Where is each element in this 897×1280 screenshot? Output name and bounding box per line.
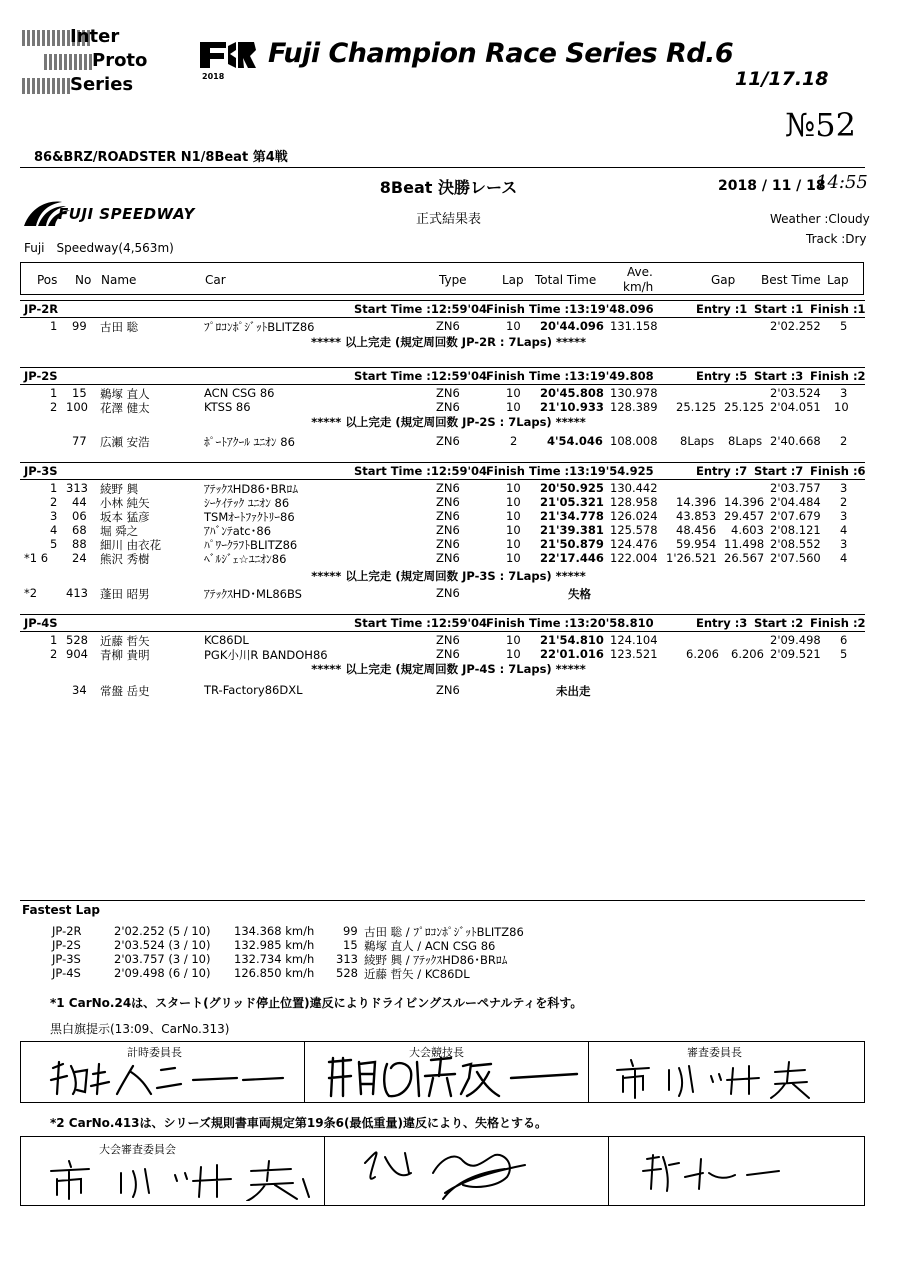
signature-timing-chief-icon	[47, 1058, 287, 1098]
cell-best: 2'02.252	[770, 319, 821, 333]
cell-ave: 122.004	[610, 551, 658, 565]
track-condition: Track :Dry	[806, 232, 867, 246]
cell-total: 22'17.446	[540, 551, 604, 565]
cell-gap-top: 8Laps	[680, 434, 715, 448]
results-table-header	[20, 262, 864, 295]
fl-driver: 綾野 興 / ｱﾃｯｸｽHD86･BRﾛﾑ	[364, 953, 508, 967]
class-header	[20, 367, 865, 385]
signature-cell	[609, 1137, 863, 1205]
signature-steward-3-icon	[639, 1149, 819, 1197]
signature-box-stewards	[20, 1136, 865, 1206]
cell-best: 2'03.757	[770, 481, 821, 495]
cell-best: 2'04.051	[770, 400, 821, 414]
table-row	[20, 319, 865, 333]
series-logo	[22, 26, 212, 102]
series-logo-line: Proto	[92, 50, 148, 71]
cell-pos: 2	[50, 647, 58, 661]
class-header	[20, 462, 865, 480]
col-name: Name	[101, 273, 137, 287]
class-name: JP-2R	[24, 302, 59, 316]
cell-name: 細川 由衣花	[100, 538, 162, 552]
cell-best-lap: 2	[840, 434, 848, 448]
cell-type: ZN6	[436, 481, 460, 495]
cell-ave: 108.008	[610, 434, 658, 448]
cell-pos: 2	[50, 495, 58, 509]
cell-name: 青柳 貴明	[100, 648, 150, 662]
cell-best-lap: 3	[840, 481, 848, 495]
cell-total: 21'10.933	[540, 400, 604, 414]
cell-best: 2'09.498	[770, 633, 821, 647]
cell-no: 77	[72, 434, 87, 448]
document-date: 2018 / 11 / 18	[718, 178, 826, 194]
cell-no: 06	[72, 509, 87, 523]
start-count: Start :7	[754, 464, 804, 478]
finish-note: ***** 以上完走 (規定周回数 JP-2R : 7Laps) *****	[310, 335, 587, 349]
fl-no: 313	[336, 952, 358, 966]
handwritten-time: 14:55	[816, 172, 868, 193]
remark-disqualification: *2 CarNo.413は、シリーズ規則書車両規定第19条6(最低重量)違反により、失格とする。	[50, 1116, 547, 1130]
col-best-time: Best Time	[761, 273, 821, 287]
cell-gap-prev: 11.498	[724, 537, 765, 551]
cell-total: 20'45.808	[540, 386, 604, 400]
stewards-board-label: 大会審査委員会	[99, 1143, 176, 1156]
cell-ave: 124.476	[610, 537, 658, 551]
finish-note: ***** 以上完走 (規定周回数 JP-4S : 7Laps) *****	[311, 662, 586, 676]
cell-ave: 124.104	[610, 633, 658, 647]
start-count: Start :3	[754, 369, 804, 383]
cell-no: 904	[66, 647, 88, 661]
cell-ave: 125.578	[610, 523, 658, 537]
cell-best: 2'03.524	[770, 386, 821, 400]
fastest-lap-header	[20, 900, 865, 915]
cell-pos: *2	[24, 586, 38, 600]
fl-time: 2'03.524 (3 / 10)	[114, 938, 211, 952]
start-time: Start Time :12:59'04	[354, 369, 488, 383]
cell-total: 21'34.778	[540, 509, 604, 523]
cell-gap-top: 14.396	[676, 495, 717, 509]
cell-ave: 123.521	[610, 647, 658, 661]
fl-no: 99	[343, 924, 358, 938]
finish-count: Finish :2	[810, 369, 866, 383]
col-pos: Pos	[37, 273, 58, 287]
table-row	[20, 551, 865, 565]
logo-stripe	[44, 54, 94, 70]
start-time: Start Time :12:59'04	[354, 302, 488, 316]
class-header	[20, 300, 865, 318]
fastest-lap-row	[20, 952, 865, 966]
cell-type: ZN6	[436, 495, 460, 509]
cell-type: ZN6	[436, 319, 460, 333]
cell-car: TSMｵｰﾄﾌｧｸﾄﾘｰ86	[204, 510, 295, 524]
cell-no: 313	[66, 481, 88, 495]
cell-gap-prev: 8Laps	[728, 434, 763, 448]
cell-gap-top: 43.853	[676, 509, 717, 523]
cell-no: 68	[72, 523, 87, 537]
col-lap: Lap	[502, 273, 524, 287]
fl-class: JP-3S	[52, 952, 81, 966]
cell-pos: 5	[50, 537, 58, 551]
cell-type: ZN6	[436, 683, 460, 697]
cell-total: 21'05.321	[540, 495, 604, 509]
series-logo-line: Series	[70, 74, 134, 95]
timing-chief-label: 計時委員長	[127, 1046, 182, 1059]
cell-type: ZN6	[436, 647, 460, 661]
cell-total: 21'39.381	[540, 523, 604, 537]
table-row	[20, 647, 865, 661]
race-director-label: 大会競技長	[409, 1046, 464, 1059]
cell-lap: 10	[506, 647, 521, 661]
cell-best-lap: 4	[840, 551, 848, 565]
cell-name: 鵜塚 直人	[100, 387, 150, 401]
cell-total: 4'54.046	[547, 434, 603, 448]
cell-type: ZN6	[436, 523, 460, 537]
signature-steward-chief-icon	[609, 1056, 849, 1100]
table-row	[20, 400, 865, 414]
fl-speed: 134.368 km/h	[234, 924, 315, 938]
cell-gap-prev: 26.567	[724, 551, 765, 565]
cell-no: 34	[72, 683, 87, 697]
class-name: JP-3S	[24, 464, 58, 478]
cell-pos: 1	[50, 319, 58, 333]
finish-note: ***** 以上完走 (規定周回数 JP-3S : 7Laps) *****	[311, 569, 586, 583]
cell-type: ZN6	[436, 586, 460, 600]
cell-no: 99	[72, 319, 87, 333]
fl-time: 2'02.252 (5 / 10)	[114, 924, 211, 938]
cell-pos: *1 6	[24, 551, 49, 565]
cell-best-lap: 4	[840, 523, 848, 537]
fastest-lap-title: Fastest Lap	[22, 903, 100, 917]
cell-type: ZN6	[436, 633, 460, 647]
table-row	[20, 683, 865, 697]
cell-ave: 130.978	[610, 386, 658, 400]
car-number: №52	[785, 106, 856, 144]
signature-cell	[325, 1137, 609, 1205]
cell-ave: 126.024	[610, 509, 658, 523]
cell-name: 小林 純矢	[100, 496, 150, 510]
cell-best: 2'07.560	[770, 551, 821, 565]
cell-no: 88	[72, 537, 87, 551]
cell-name: 常盤 岳史	[100, 684, 150, 698]
col-best-lap: Lap	[827, 273, 849, 287]
cell-pos: 2	[50, 400, 58, 414]
cell-best: 2'08.121	[770, 523, 821, 537]
cell-total: 21'50.879	[540, 537, 604, 551]
logo-stripe	[22, 78, 72, 94]
cell-gap-top: 25.125	[676, 400, 717, 414]
cell-total: 20'50.925	[540, 481, 604, 495]
finish-time: Finish Time :13:19'54.925	[486, 464, 654, 478]
cell-total: 20'44.096	[540, 319, 604, 333]
table-row	[20, 509, 865, 523]
fl-driver: 近藤 哲矢 / KC86DL	[364, 967, 470, 981]
cell-total: 21'54.810	[540, 633, 604, 647]
fl-driver: 鵜塚 直人 / ACN CSG 86	[364, 939, 496, 953]
cell-type: ZN6	[436, 434, 460, 448]
cell-best-lap: 10	[834, 400, 849, 414]
fl-speed: 126.850 km/h	[234, 966, 315, 980]
cell-gap-prev: 14.396	[724, 495, 765, 509]
cell-ave: 128.389	[610, 400, 658, 414]
entry-count: Entry :7	[696, 464, 748, 478]
circuit-name: Fuji Speedway(4,563m)	[24, 241, 174, 255]
cell-car: ｱﾊﾞﾝﾃatc･86	[204, 524, 272, 538]
cell-gap-top: 48.456	[676, 523, 717, 537]
cell-lap: 10	[506, 633, 521, 647]
cell-best-lap: 5	[840, 319, 848, 333]
cell-car: ｱﾃｯｸｽHD86･BRﾛﾑ	[204, 482, 299, 496]
cell-car: ﾎﾟｰﾄｱｸｰﾙ ﾕﾆｵﾝ 86	[204, 435, 295, 449]
entry-count: Entry :3	[696, 616, 748, 630]
cell-car: ﾊﾟﾜｰｸﾗﾌﾄBLITZ86	[204, 538, 298, 552]
fuji-speedway-logo-text: FUJI SPEEDWAY	[58, 205, 195, 223]
cell-best-lap: 3	[840, 509, 848, 523]
cell-name: 近藤 哲矢	[100, 634, 150, 648]
cell-type: ZN6	[436, 400, 460, 414]
cell-no: 44	[72, 495, 87, 509]
cell-name: 熊沢 秀樹	[100, 552, 150, 566]
cell-gap-top: 6.206	[686, 647, 719, 661]
cell-car: ｼｰｹｲﾃｯｸ ﾕﾆｵﾝ 86	[204, 496, 290, 510]
page-title: Fuji Champion Race Series Rd.6	[268, 38, 734, 69]
finish-time: Finish Time :13:19'49.808	[486, 369, 654, 383]
start-time: Start Time :12:59'04	[354, 616, 488, 630]
series-logo-line: Inter	[70, 26, 120, 47]
start-time: Start Time :12:59'04	[354, 464, 488, 478]
cell-lap: 10	[506, 523, 521, 537]
cell-lap: 10	[506, 551, 521, 565]
finish-count: Finish :6	[810, 464, 866, 478]
cell-name: 広瀬 安浩	[100, 435, 150, 449]
cell-lap: 10	[506, 400, 521, 414]
cell-ave: 131.158	[610, 319, 658, 333]
cell-lap: 10	[506, 537, 521, 551]
cell-type: ZN6	[436, 551, 460, 565]
signature-race-director-icon	[321, 1054, 581, 1100]
cell-pos: 1	[50, 633, 58, 647]
cell-pos: 4	[50, 523, 58, 537]
signature-cell	[305, 1042, 589, 1102]
remark-flag: 黒白旗提示(13:09、CarNo.313)	[50, 1022, 230, 1036]
fl-class: JP-2S	[52, 938, 81, 952]
cell-lap: 2	[510, 434, 518, 448]
col-ave-unit: km/h	[623, 280, 654, 294]
cell-lap: 10	[506, 509, 521, 523]
cell-best: 2'04.484	[770, 495, 821, 509]
cell-status: 未出走	[556, 684, 591, 698]
fl-no: 528	[336, 966, 358, 980]
signature-steward-2-icon	[345, 1143, 595, 1203]
cell-best: 2'40.668	[770, 434, 821, 448]
fl-no: 15	[343, 938, 358, 952]
remark-penalty: *1 CarNo.24は、スタート(グリッド停止位置)違反によりドライビングスルーペナルティを科す。	[50, 996, 583, 1010]
cell-lap: 10	[506, 495, 521, 509]
col-type: Type	[439, 273, 467, 287]
weather: Weather :Cloudy	[770, 212, 870, 226]
cell-gap-top: 59.954	[676, 537, 717, 551]
fl-class: JP-2R	[52, 924, 82, 938]
cell-best-lap: 6	[840, 633, 848, 647]
cell-pos: 3	[50, 509, 58, 523]
cell-car: ﾌﾟﾛｺﾝﾎﾟｼﾞｯﾄBLITZ86	[204, 320, 315, 334]
table-row	[20, 495, 865, 509]
cell-gap-prev: 29.457	[724, 509, 765, 523]
cell-name: 堀 舜之	[100, 524, 139, 538]
cell-car: KC86DL	[204, 633, 249, 647]
title-date: 11/17.18	[735, 68, 829, 90]
finish-count: Finish :2	[810, 616, 866, 630]
fastest-lap-row	[20, 924, 865, 938]
table-row	[20, 586, 865, 600]
fcr-logo-year: 2018	[202, 72, 225, 81]
cell-best-lap: 5	[840, 647, 848, 661]
start-count: Start :1	[754, 302, 804, 316]
cell-no: 100	[66, 400, 88, 414]
cell-car: ﾍﾞﾙｼﾞｪ☆ﾕﾆｵﾝ86	[204, 552, 287, 566]
fl-speed: 132.985 km/h	[234, 938, 315, 952]
cell-ave: 128.958	[610, 495, 658, 509]
cell-best: 2'09.521	[770, 647, 821, 661]
fl-speed: 132.734 km/h	[234, 952, 315, 966]
fl-time: 2'09.498 (6 / 10)	[114, 966, 211, 980]
col-no: No	[75, 273, 92, 287]
finish-time: Finish Time :13:20'58.810	[486, 616, 654, 630]
entry-count: Entry :5	[696, 369, 748, 383]
finish-note: ***** 以上完走 (規定周回数 JP-2S : 7Laps) *****	[311, 415, 586, 429]
cell-gap-top: 1'26.521	[666, 551, 717, 565]
signature-cell	[589, 1042, 863, 1102]
cell-gap-prev: 25.125	[724, 400, 765, 414]
cell-car: KTSS 86	[204, 400, 251, 414]
cell-lap: 10	[506, 386, 521, 400]
cell-best: 2'07.679	[770, 509, 821, 523]
finish-time: Finish Time :13:19'48.096	[486, 302, 654, 316]
table-row	[20, 434, 865, 448]
official-results-label: 正式結果表	[415, 212, 481, 227]
divider	[20, 167, 865, 168]
entry-count: Entry :1	[696, 302, 748, 316]
fl-time: 2'03.757 (3 / 10)	[114, 952, 211, 966]
table-row	[20, 537, 865, 551]
fl-class: JP-4S	[52, 966, 81, 980]
cell-ave: 130.442	[610, 481, 658, 495]
cell-name: 綾野 興	[100, 482, 139, 496]
cell-total: 22'01.016	[540, 647, 604, 661]
fastest-lap-row	[20, 966, 865, 980]
col-car: Car	[205, 273, 226, 287]
table-row	[20, 633, 865, 647]
cell-lap: 10	[506, 319, 521, 333]
signature-cell	[21, 1042, 305, 1102]
cell-car: ACN CSG 86	[204, 386, 275, 400]
race-category: 86&BRZ/ROADSTER N1/8Beat 第4戦	[34, 150, 288, 165]
col-gap: Gap	[711, 273, 736, 287]
cell-name: 坂本 猛彦	[100, 510, 150, 524]
steward-chief-label: 審査委員長	[687, 1046, 742, 1059]
race-title: 8Beat 決勝レース	[379, 178, 518, 197]
cell-best-lap: 3	[840, 537, 848, 551]
class-header	[20, 614, 865, 632]
cell-no: 24	[72, 551, 87, 565]
cell-gap-prev: 4.603	[731, 523, 764, 537]
col-ave: Ave.	[627, 265, 653, 279]
signature-box-officials	[20, 1041, 865, 1103]
cell-status: 失格	[568, 587, 591, 601]
cell-car: ｱﾃｯｸｽHD･ML86BS	[204, 587, 302, 601]
cell-pos: 1	[50, 481, 58, 495]
table-row	[20, 386, 865, 400]
cell-best: 2'08.552	[770, 537, 821, 551]
cell-no: 413	[66, 586, 88, 600]
signature-cell	[21, 1137, 325, 1205]
cell-gap-prev: 6.206	[731, 647, 764, 661]
cell-no: 15	[72, 386, 87, 400]
start-count: Start :2	[754, 616, 804, 630]
cell-best-lap: 3	[840, 386, 848, 400]
cell-name: 花澤 健太	[100, 401, 150, 415]
fl-driver: 古田 聡 / ﾌﾟﾛｺﾝﾎﾟｼﾞｯﾄBLITZ86	[364, 925, 524, 939]
table-row	[20, 523, 865, 537]
fastest-lap-row	[20, 938, 865, 952]
class-name: JP-2S	[24, 369, 58, 383]
cell-pos: 1	[50, 386, 58, 400]
finish-count: Finish :1	[810, 302, 866, 316]
cell-type: ZN6	[436, 537, 460, 551]
fcr-logo-icon	[196, 36, 258, 82]
col-total-time: Total Time	[535, 273, 597, 287]
cell-best-lap: 2	[840, 495, 848, 509]
cell-name: 蓬田 昭男	[100, 587, 150, 601]
cell-type: ZN6	[436, 509, 460, 523]
cell-car: TR-Factory86DXL	[204, 683, 303, 697]
class-name: JP-4S	[24, 616, 58, 630]
table-row	[20, 481, 865, 495]
cell-name: 古田 聡	[100, 320, 139, 334]
cell-lap: 10	[506, 481, 521, 495]
cell-type: ZN6	[436, 386, 460, 400]
cell-no: 528	[66, 633, 88, 647]
signature-steward-1-icon	[41, 1157, 311, 1201]
cell-car: PGK小川R BANDOH86	[204, 648, 328, 662]
